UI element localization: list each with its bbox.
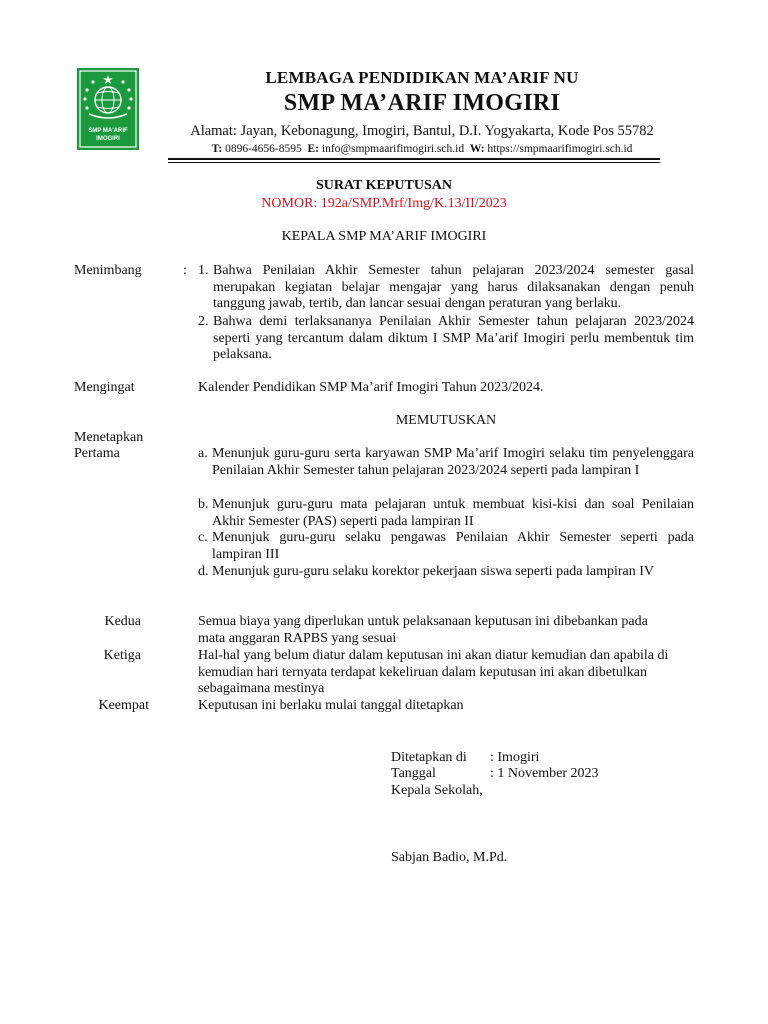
institution-name: LEMBAGA PENDIDIKAN MA’ARIF NU — [265, 68, 579, 87]
document-number: NOMOR: 192a/SMP.Mrf/Img/K.13/II/2023 — [261, 196, 507, 211]
menetapkan-item-c-text: Menunjuk guru-guru selaku pengawas Penilaian Akhir Semester seperti pada lampiran III — [212, 530, 694, 562]
menimbang-colon: : — [183, 263, 187, 278]
website-link[interactable]: https://smpmaarifimogiri.sch.id — [487, 143, 633, 155]
school-address: Alamat: Jayan, Kebonagung, Imogiri, Bantul, D.I. Yogyakarta, Kode Pos 55782 — [190, 123, 654, 139]
ditetapkan-label: Ditetapkan di — [391, 750, 467, 765]
signer-name: Sabjan Badio, M.Pd. — [391, 850, 508, 865]
kedua-label: Kedua — [104, 614, 141, 629]
header-divider-thick — [168, 158, 660, 160]
menimbang-item-2-text: Bahwa demi terlaksananya Penilaian Akhir Semester tahun pelajaran 2023/2024 seperti yang tercantum dalam diktum I SMP Ma’arif Imogiri perlu membentuk tim pelaksana. — [213, 314, 694, 362]
menimbang-label: Menimbang — [74, 263, 142, 278]
phone-number: 0896-4656-8595 — [225, 143, 302, 155]
menetapkan-item-a-text: Menunjuk guru-guru serta karyawan SMP Ma’arif Imogiri selaku tim penyelenggara Penilaian Akhir Semester tahun pelajaran 2023/2024 seperti pada lampiran I — [212, 446, 694, 478]
contact-line — [168, 143, 676, 155]
menetapkan-item-b-text: Menunjuk guru-guru mata pelajaran untuk membuat kisi-kisi dan soal Penilaian Akhir Semester (PAS) seperti pada lampiran II — [212, 497, 694, 529]
phone-label: T: — [211, 143, 223, 155]
web-label: W: — [469, 143, 485, 155]
issuer-heading: KEPALA SMP MA’ARIF IMOGIRI — [281, 229, 487, 244]
ketiga-label: Ketiga — [103, 648, 141, 663]
school-name: SMP MA’ARIF IMOGIRI — [283, 90, 561, 116]
menetapkan-item-a-letter: a. — [198, 446, 208, 461]
logo-text-2: IMOGIRI — [96, 136, 120, 142]
tanggal-value: : 1 November 2023 — [490, 766, 599, 781]
tanggal-label: Tanggal — [391, 766, 436, 781]
keempat-text: Keputusan ini berlaku mulai tanggal ditetapkan — [198, 698, 464, 713]
menimbang-item-2 — [198, 314, 694, 364]
ditetapkan-value: : Imogiri — [490, 750, 540, 765]
ketiga-text: Hal-hal yang belum diatur dalam keputusan ini akan diatur kemudian dan apabila di kemudian hari ternyata terdapat kekeliruan dalam keputusan ini akan dibetulkan sebagaimana mestinya — [198, 648, 669, 696]
menetapkan-item-b-letter: b. — [198, 497, 209, 512]
menimbang-item-1-text: Bahwa Penilaian Akhir Semester tahun pelajaran 2023/2024 semester gasal merupakan kegiatan belajar mengajar yang harus dilaksanakan dengan penuh tanggung jawab, tertib, dan lancar sesuai dengan peraturan yang berlaku. — [213, 263, 694, 311]
menetapkan-item-a — [198, 446, 694, 479]
menetapkan-item-d-letter: d. — [198, 564, 209, 579]
memutuskan-heading: MEMUTUSKAN — [395, 413, 497, 428]
mengingat-label: Mengingat — [74, 380, 135, 395]
document-title: SURAT KEPUTUSAN — [315, 178, 452, 193]
menetapkan-item-c — [198, 530, 694, 563]
menetapkan-label: Menetapkan — [74, 430, 144, 445]
menetapkan-item-d — [198, 564, 694, 581]
header-divider-thin — [168, 162, 660, 163]
kedua-text: Semua biaya yang diperlukan untuk pelaksanaan keputusan ini dibebankan pada mata anggaran RAPBS yang sesuai — [198, 614, 648, 646]
mengingat-text: Kalender Pendidikan SMP Ma’arif Imogiri Tahun 2023/2024. — [198, 380, 544, 395]
menimbang-item-1 — [198, 263, 694, 313]
menimbang-item-1-number: 1. — [198, 263, 209, 278]
menetapkan-item-d-text: Menunjuk guru-guru selaku korektor pekerjaan siswa seperti pada lampiran IV — [212, 564, 655, 579]
logo-text-1: SMP MA'ARIF — [88, 128, 128, 134]
menetapkan-item-c-letter: c. — [198, 530, 208, 545]
keempat-label: Keempat — [98, 698, 149, 713]
email-address[interactable]: info@smpmaarifimogiri.sch.id — [321, 143, 465, 155]
pertama-label: Pertama — [74, 446, 120, 461]
signer-role: Kepala Sekolah, — [391, 783, 483, 798]
email-label: E: — [307, 143, 320, 155]
menetapkan-item-b — [198, 497, 694, 530]
school-logo — [77, 68, 139, 150]
menimbang-item-2-number: 2. — [198, 314, 209, 329]
